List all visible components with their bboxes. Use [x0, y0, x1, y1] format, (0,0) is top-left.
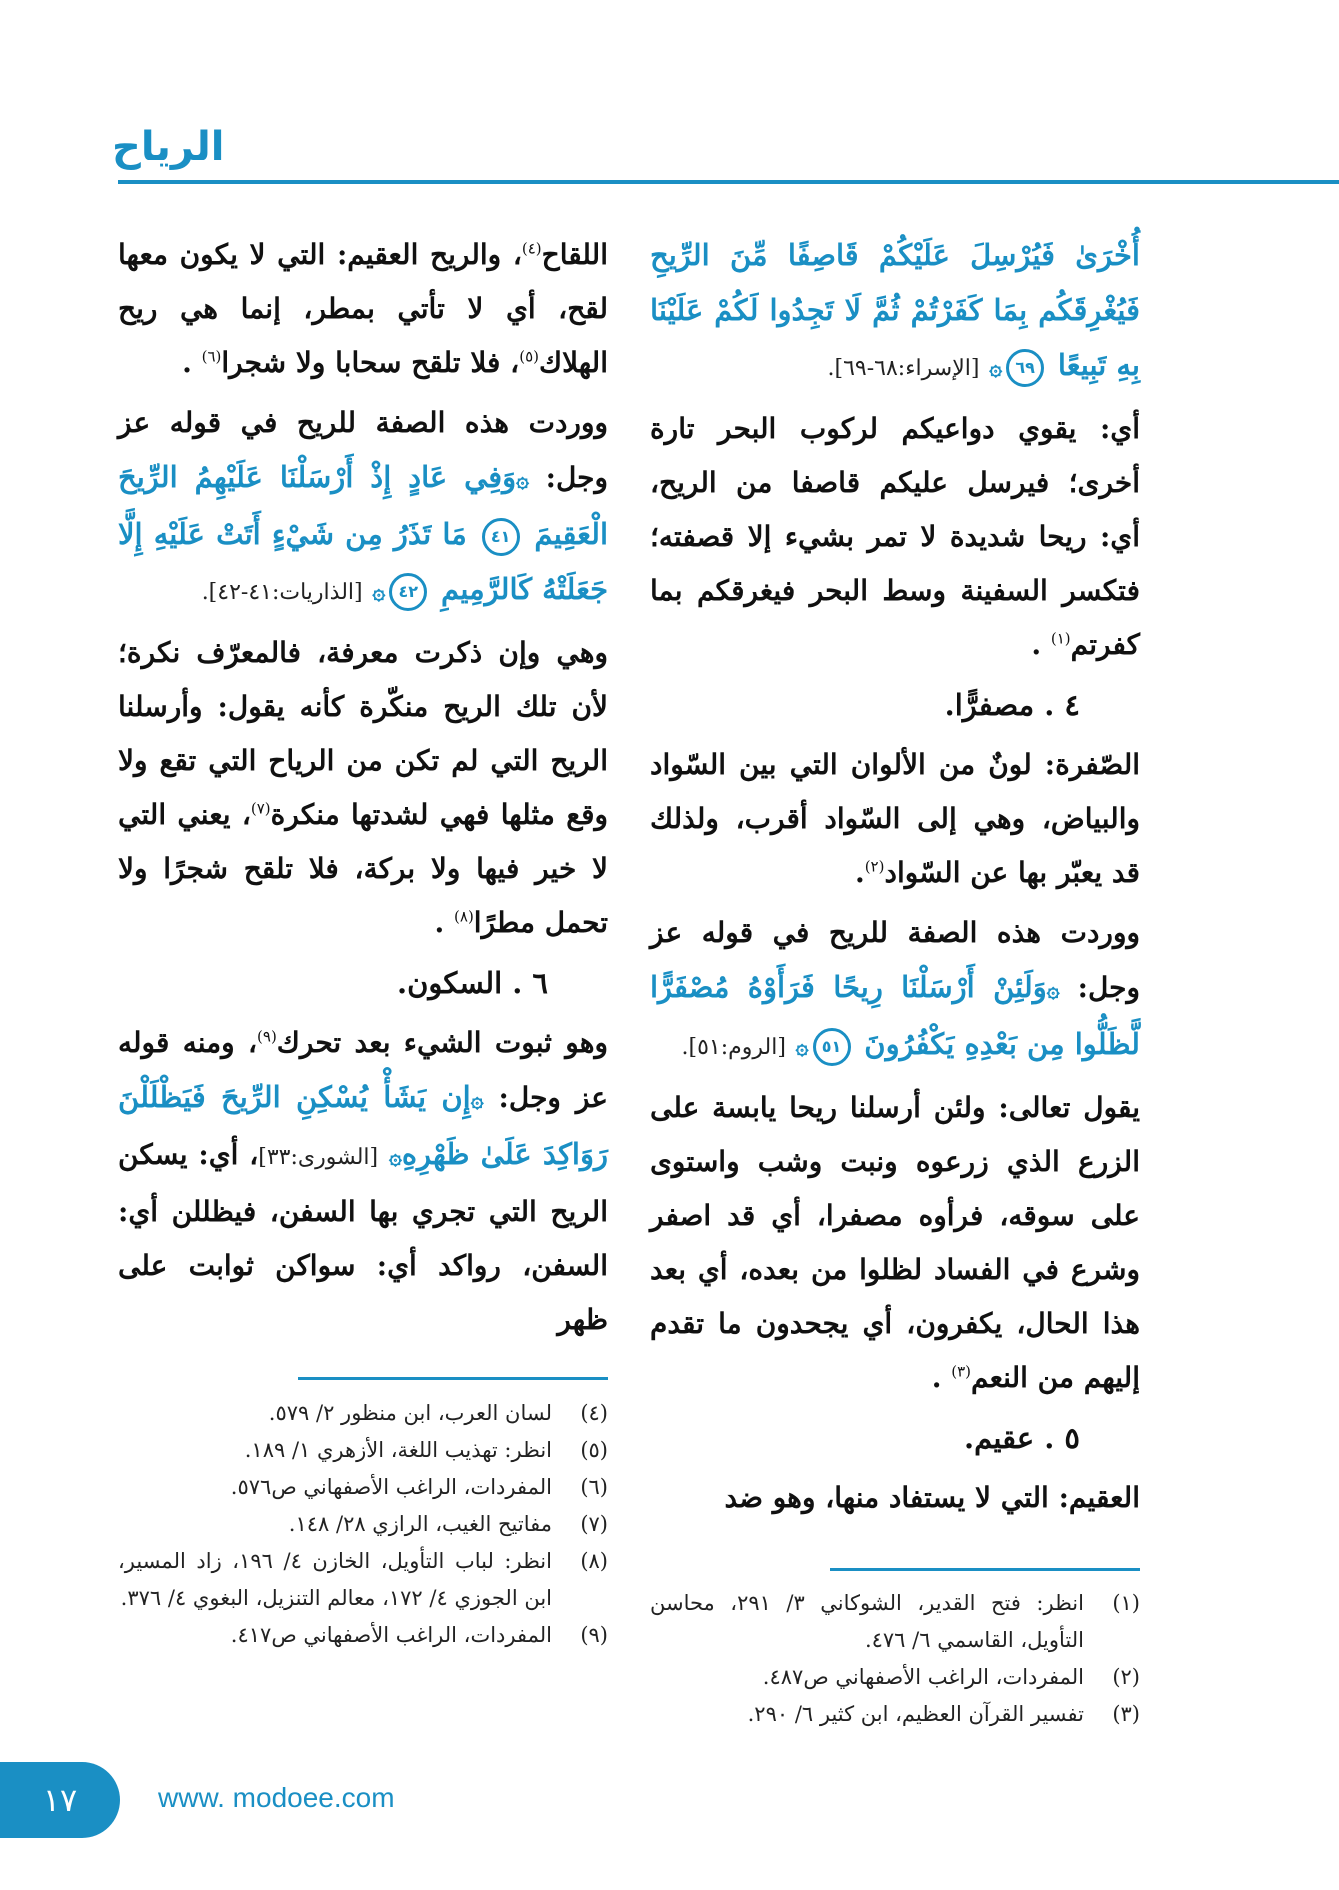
ayah-number: ٤٢	[389, 573, 427, 611]
section-heading: ٤ . مصفرًّا.	[944, 688, 1080, 722]
ornament-icon: ۞	[795, 1034, 809, 1060]
footnote-item	[118, 1617, 608, 1654]
quran-verse: وَفِي عَادٍ إِذْ أَرْسَلْنَا عَلَيْهِمُ الرِّيحَ الْعَقِيمَ	[118, 460, 608, 551]
footnote-text: مفاتيح الغيب، الرازي ٢٨/ ١٤٨.	[288, 1512, 552, 1536]
ornament-icon: ۞	[989, 355, 1003, 381]
footnote-text: المفردات، الراغب الأصفهاني ص٥٧٦.	[230, 1475, 552, 1499]
ornament-icon: ۞	[1046, 977, 1060, 1003]
footnote-item	[118, 1469, 608, 1506]
right-column: أُخْرَىٰ فَيُرْسِلَ عَلَيْكُمْ قَاصِفًا مِّنَ الرِّيحِ فَيُغْرِقَكُم بِمَا كَفَرْتُمْ ثُمَّ لَا تَجِدُوا لَكُمْ عَلَيْنَا بِهِ تَبِيعًا ٦٩۞ [الإسراء:٦٨-٦٩]. أي: يقوي دواعيكم لركوب البحر تارة أخرى؛ فيرسل عليكم قاصفا من الريح، أي: ريحا شديدة لا تمر بشيء إلا قصفته؛ فتكسر السفينة وسط البحر فيغرقكم بما كفرتم$^{(١)}$ . ٤ . مصفرًّا. الصّفرة: لونٌ من الألوان التي بين السّواد والبياض، وهي إلى السّواد أقرب، ولذلك قد يعبّر بها عن السّواد$^{(٢)}$. ووردت هذه الصفة للريح في قوله عز وجل: ۞وَلَئِنْ أَرْسَلْنَا رِيحًا فَرَأَوْهُ مُصْفَرًّا لَّظَلُّوا مِن بَعْدِهِ يَكْفُرُونَ ٥١۞ [الروم:٥١]. يقول تعالى: ولئن أرسلنا ريحا يابسة على الزرع الذي زرعوه ونبت وشب واستوى على سوقه، فرأوه مصفرا، أي قد اصفر وشرع في الفساد لظلوا من بعده، أي بعد هذا الحال، يكفرون، أي يجحدون ما تقدم إليهم من النعم$^{(٣)}$ . ٥ . عقيم. العقيم: التي لا يستفاد منها، وهو ضد	[650, 238, 1141, 1514]
footnote-item	[118, 1432, 608, 1469]
footnote-number: (٤)	[580, 1401, 608, 1425]
paragraph: وهي وإن ذكرت معرفة، فالمعرّف نكرة؛ لأن تلك الريح منكّرة كأنه يقول: وأرسلنا الريح التي لم تكن من الرياح التي تقع ولا وقع مثلها فهي لشدتها منكرة	[118, 636, 608, 831]
footnote-divider	[298, 1377, 608, 1380]
page-header-title: الرياح	[112, 124, 225, 170]
paragraph: ، ومنه قوله عز وجل:	[118, 1026, 608, 1114]
page-number: ١٧	[42, 1781, 78, 1819]
footnote-text: انظر: تهذيب اللغة، الأزهري ١/ ١٨٩.	[244, 1438, 552, 1462]
footnote-marker[interactable]: (٩)	[257, 1027, 277, 1046]
page-number-badge	[0, 1762, 120, 1838]
footnote-number: (٦)	[580, 1475, 608, 1499]
quran-verse: أُخْرَىٰ فَيُرْسِلَ عَلَيْكُمْ قَاصِفًا مِّنَ الرِّيحِ فَيُغْرِقَكُم بِمَا كَفَرْتُمْ ثُمَّ لَا تَجِدُوا لَكُمْ عَلَيْنَا بِهِ تَبِيعًا	[650, 238, 1140, 382]
footnote-marker[interactable]: (٣)	[951, 1362, 971, 1381]
ornament-icon: ۞	[470, 1087, 484, 1113]
footnote-item	[118, 1543, 608, 1617]
footnote-number: (١)	[1112, 1591, 1140, 1615]
verse-reference: [الذاريات:٤١-٤٢].	[201, 580, 363, 605]
footnote-item	[650, 1659, 1140, 1696]
header-divider	[118, 180, 1339, 184]
left-column: اللقاح$^{(٤)}$، والريح العقيم: التي لا يكون معها لقح، أي لا تأتي بمطر، إنما هي ريح الهلاك$^{(٥)}$، فلا تلقح سحابا ولا شجرا$^{(٦)}$ . ووردت هذه الصفة للريح في قوله عز وجل: ۞وَفِي عَادٍ إِذْ أَرْسَلْنَا عَلَيْهِمُ الرِّيحَ الْعَقِيمَ ٤١ مَا تَذَرُ مِن شَيْءٍ أَتَتْ عَلَيْهِ إِلَّا جَعَلَتْهُ كَالرَّمِيمِ ٤٢۞ [الذاريات:٤١-٤٢]. وهي وإن ذكرت معرفة، فالمعرّف نكرة؛ لأن تلك الريح منكّرة كأنه يقول: وأرسلنا الريح التي لم تكن من الرياح التي تقع ولا وقع مثلها فهي لشدتها منكرة$^{(٧)}$، يعني التي لا خير فيها ولا بركة، فلا تلقح شجرًا ولا تحمل مطرًا$^{(٨)}$ . ٦ . السكون. وهو ثبوت الشيء بعد تحرك$^{(٩)}$، ومنه قوله عز وجل: ۞إِن يَشَأْ يُسْكِنِ الرِّيحَ فَيَظْلَلْنَ رَوَاكِدَ عَلَىٰ ظَهْرِهِ۞ [الشورى:٣٣]، أي: يسكن الريح التي تجري بها السفن، فيظللن أي: السفن، رواكد أي: سواكن ثوابت على ظهر	[118, 238, 609, 1336]
footnote-number: (٩)	[580, 1623, 608, 1647]
footnote-marker[interactable]: (٨)	[454, 907, 474, 926]
quran-verse: وَلَئِنْ أَرْسَلْنَا رِيحًا فَرَأَوْهُ مُصْفَرًّا لَّظَلُّوا مِن بَعْدِهِ يَكْفُرُونَ	[650, 970, 1140, 1061]
footnote-text: انظر: لباب التأويل، الخازن ٤/ ١٩٦، زاد المسير، ابن الجوزي ٤/ ١٧٢، معالم التنزيل، البغوي ٤/ ٣٧٦.	[118, 1549, 552, 1610]
footnote-text: المفردات، الراغب الأصفهاني ص٤٨٧.	[762, 1665, 1084, 1689]
footnote-number: (٧)	[580, 1512, 608, 1536]
footnote-text: المفردات، الراغب الأصفهاني ص٤١٧.	[230, 1623, 552, 1647]
ornament-icon: ۞	[388, 1144, 402, 1170]
ornament-icon: ۞	[516, 467, 530, 493]
footnote-marker[interactable]: (٤)	[521, 239, 542, 258]
footnote-marker[interactable]: (٥)	[519, 347, 539, 366]
ayah-number: ٥١	[813, 1028, 851, 1066]
footnote-number: (٣)	[1112, 1702, 1140, 1726]
paragraph: ووردت هذه الصفة للريح في قوله عز وجل:	[118, 406, 608, 494]
footnote-number: (٢)	[1112, 1665, 1140, 1689]
verse-reference: [الشورى:٣٣]	[258, 1145, 379, 1170]
quran-verse: إِن يَشَأْ يُسْكِنِ الرِّيحَ فَيَظْلَلْنَ رَوَاكِدَ عَلَىٰ ظَهْرِهِ	[118, 1080, 608, 1171]
site-url-link[interactable]: www. modoee.com	[158, 1782, 395, 1813]
paragraph: الصّفرة: لونٌ من الألوان التي بين السّواد والبياض، وهي إلى السّواد أقرب، ولذلك قد يعبّر بها عن السّواد	[650, 748, 1140, 889]
paragraph: ووردت هذه الصفة للريح في قوله عز وجل:	[650, 916, 1141, 1004]
section-heading: ٥ . عقيم.	[964, 1421, 1080, 1455]
paragraph: اللقاح	[541, 238, 608, 271]
paragraph: وهو ثبوت الشيء بعد تحرك	[276, 1026, 609, 1059]
footnotes-left	[118, 1395, 608, 1654]
footnote-marker[interactable]: (١)	[1050, 629, 1071, 648]
paragraph: ، يعني التي لا خير فيها ولا بركة، فلا تلقح شجرًا ولا تحمل مطرًا	[118, 798, 608, 939]
footnote-number: (٨)	[580, 1549, 608, 1573]
quran-verse: مَا تَذَرُ مِن شَيْءٍ أَتَتْ عَلَيْهِ إِلَّا جَعَلَتْهُ كَالرَّمِيمِ	[118, 517, 608, 606]
footnote-marker[interactable]: (٢)	[864, 857, 885, 876]
footnote-item	[118, 1395, 608, 1432]
paragraph: ، أي: يسكن الريح التي تجري بها السفن، فيظللن أي: السفن، رواكد أي: سواكن ثوابت على ظهر	[118, 1138, 608, 1336]
paragraph: ، والريح العقيم: التي لا يكون معها لقح، أي لا تأتي بمطر، إنما هي ريح الهلاك	[118, 238, 608, 379]
footnote-marker[interactable]: (٧)	[250, 799, 271, 818]
ayah-number: ٦٩	[1006, 349, 1044, 387]
footnote-item	[650, 1585, 1140, 1659]
section-heading: ٦ . السكون.	[396, 966, 548, 1000]
footnote-number: (٥)	[580, 1438, 608, 1462]
footnote-item	[118, 1506, 608, 1543]
paragraph: ، فلا تلقح سحابا ولا شجرا	[221, 346, 520, 379]
footnote-text: تفسير القرآن العظيم، ابن كثير ٦/ ٢٩٠.	[747, 1702, 1084, 1726]
ornament-icon: ۞	[372, 579, 386, 605]
footnote-text: انظر: فتح القدير، الشوكاني ٣/ ٢٩١، محاسن التأويل، القاسمي ٦/ ٤٧٦.	[650, 1591, 1084, 1652]
footnote-marker[interactable]: (٦)	[201, 347, 222, 366]
footnotes-right	[650, 1585, 1140, 1733]
paragraph: العقيم: التي لا يستفاد منها، وهو ضد	[724, 1481, 1140, 1514]
ayah-number: ٤١	[482, 518, 520, 556]
footnote-divider	[830, 1568, 1140, 1571]
paragraph: يقول تعالى: ولئن أرسلنا ريحا يابسة على الزرع الذي زرعوه ونبت وشب واستوى على سوقه، فرأوه مصفرا، أي قد اصفر وشرع في الفساد لظلوا من بعده، أي بعد هذا الحال، يكفرون، أي يجحدون ما تقدم إليهم من النعم	[650, 1091, 1140, 1394]
verse-reference: [الروم:٥١].	[681, 1035, 786, 1060]
paragraph: أي: يقوي دواعيكم لركوب البحر تارة أخرى؛ فيرسل عليكم قاصفا من الريح، أي: ريحا شديدة لا تمر بشيء إلا قصفته؛ فتكسر السفينة وسط البحر فيغرقكم بما كفرتم	[650, 412, 1140, 661]
verse-reference: [الإسراء:٦٨-٦٩].	[827, 356, 980, 381]
footnote-item	[650, 1696, 1140, 1733]
footnote-text: لسان العرب، ابن منظور ٢/ ٥٧٩.	[268, 1401, 552, 1425]
